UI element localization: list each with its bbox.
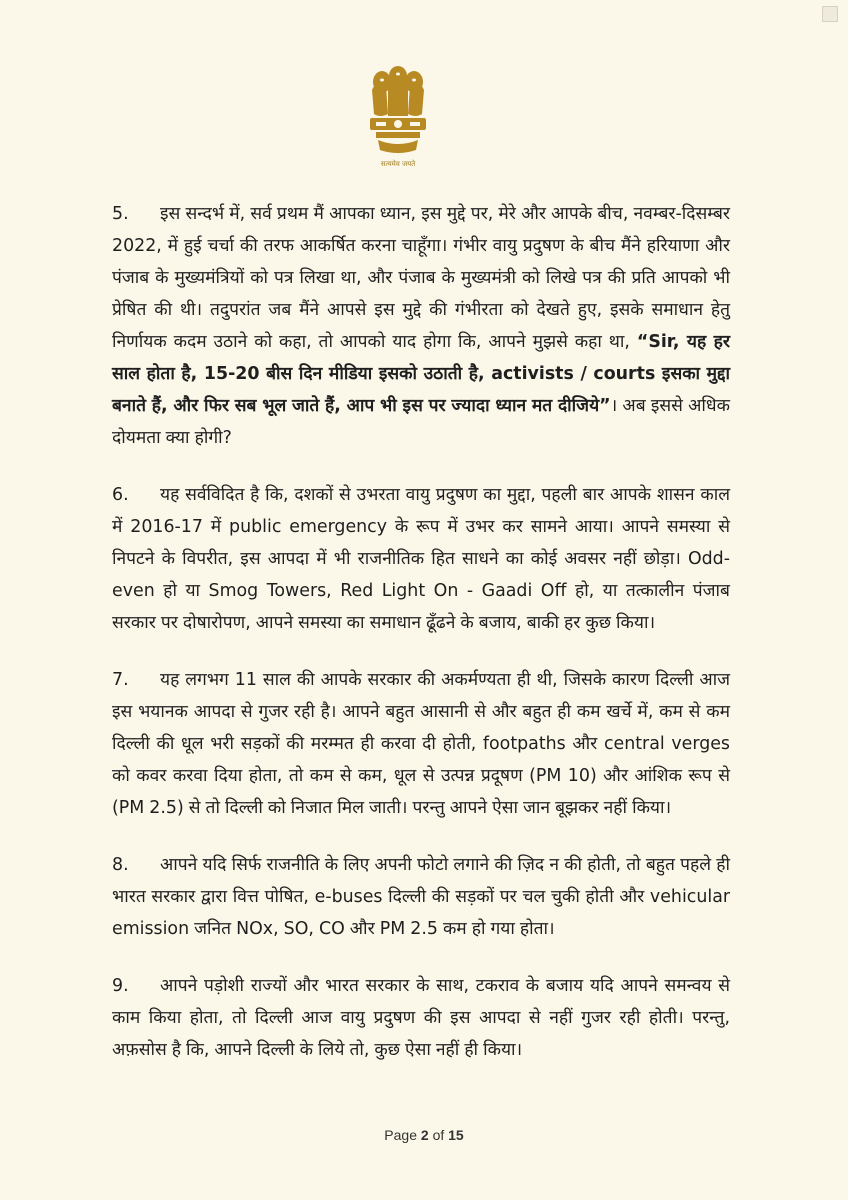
paragraph-text: आपने पड़ोशी राज्यों और भारत सरकार के साथ, टकराव के बजाय यदि आपने समन्वय से काम किया होता, तो दिल्ली आज वायु प्रदुषण की इस आपदा से नहीं गुजर रही होती। परन्तु, अफ़सोस है कि, आपने दिल्ली के लिये तो, कुछ ऐसा नहीं ही किया।	[112, 976, 730, 1060]
paragraph-text: यह लगभग 11 साल की आपके सरकार की अकर्मण्यता ही थी, जिसके कारण दिल्ली आज इस भयानक आपदा से गुजर रही है। आपने बहुत आसानी से और बहुत ही कम खर्चे में, कम से कम दिल्ली की धूल भरी सड़कों की मरम्मत ही करवा दी होती, footpaths और central verges को कवर करवा दिया होता, तो कम से कम, धूल से उत्पन्न प्रदूषण (PM 10) और आंशिक रूप से (PM 2.5) से तो दिल्ली को निजात मिल जाती। परन्तु आपने ऐसा जान बूझकर नहीं किया।	[112, 670, 730, 818]
emblem-motto: सत्यमेव जयते	[380, 160, 416, 168]
paragraph-9	[112, 970, 730, 1066]
page-of-label: of	[432, 1127, 445, 1143]
page-label: Page	[384, 1127, 417, 1143]
paragraph-7	[112, 664, 730, 824]
paragraph-5	[112, 198, 730, 454]
paragraph-6	[112, 479, 730, 639]
paragraph-text: आपने यदि सिर्फ राजनीति के लिए अपनी फोटो लगाने की ज़िद न की होती, तो बहुत पहले ही भारत सरकार द्वारा वित्त पोषित, e-buses दिल्ली की सड़कों पर चल चुकी होती और vehicular emission जनित NOx, SO, CO और PM 2.5 कम हो गया होता।	[112, 855, 730, 939]
paragraph-number: 6.	[112, 485, 129, 505]
paragraph-text-end: । अब इससे अधिक दोयमता क्या होगी?	[112, 396, 730, 448]
current-page-number: 2	[420, 1127, 429, 1143]
total-pages-number: 15	[448, 1127, 464, 1143]
paragraph-text: यह सर्वविदित है कि, दशकों से उभरता वायु प्रदुषण का मुद्दा, पहली बार आपके शासन काल में 2016-17 में public emergency के रूप में उभर कर सामने आया। आपने समस्या से निपटने के विपरीत, इस आपदा में भी राजनीतिक हित साधने का कोई अवसर नहीं छोड़ा। Odd-even हो या Smog Towers, Red Light On - Gaadi Off हो, या तत्कालीन पंजाब सरकार पर दोषारोपण, आपने समस्या का समाधान ढूँढने के बजाय, बाकी हर कुछ किया।	[112, 485, 730, 633]
letter-body	[112, 198, 730, 1091]
paragraph-number: 5.	[112, 204, 129, 224]
page-footer	[0, 1127, 848, 1143]
paragraph-number: 9.	[112, 976, 129, 996]
paragraph-8	[112, 849, 730, 945]
quoted-remark: “Sir, यह हर साल होता है, 15-20 बीस दिन मीडिया इसको उठाती है, activists / courts इसका मुद्दा बनाते हैं, और फिर सब भूल जाते हैं, आप भी इस पर ज्यादा ध्यान मत दीजिये”	[112, 332, 730, 416]
paragraph-number: 8.	[112, 855, 129, 875]
paragraph-number: 7.	[112, 670, 129, 690]
national-emblem-icon	[362, 62, 434, 178]
scan-corner-mark	[822, 6, 838, 22]
paragraph-text: इस सन्दर्भ में, सर्व प्रथम मैं आपका ध्यान, इस मुद्दे पर, मेरे और आपके बीच, नवम्बर-दिसम्बर 2022, में हुई चर्चा की तरफ आकर्षित करना चाहूँगा। गंभीर वायु प्रदुषण के बीच मैंने हरियाणा और पंजाब के मुख्यमंत्रियों को पत्र लिखा था, और पंजाब के मुख्यमंत्री को लिखे पत्र की प्रति आपको भी प्रेषित की थी। तदुपरांत जब मैंने आपसे इस मुद्दे की गंभीरता को देखते हुए, इसके समाधान हेतु निर्णायक कदम उठाने को कहा, तो आपको याद होगा कि, आपने मुझसे कहा था,	[112, 204, 730, 352]
emblem-graphic	[362, 62, 434, 166]
